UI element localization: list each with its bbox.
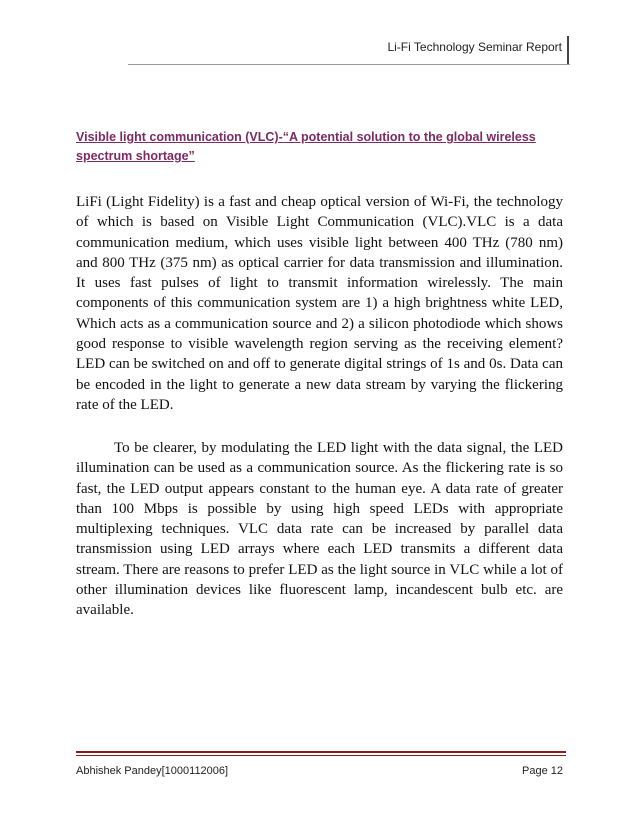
header-horizontal-rule <box>128 64 570 65</box>
footer-rule-thick <box>76 751 566 753</box>
header-title: Li-Fi Technology Seminar Report <box>387 40 562 54</box>
header-vertical-rule <box>567 36 569 64</box>
paragraph-2: To be clearer, by modulating the LED light with the data signal, the LED illumination can be used as a communication source. As the flickering rate is so fast, the LED output appears constant to the human eye. A data rate of greater than 100 Mbps is possible by using high speed LEDs with appropriate multiplexing techniques. VLC data rate can be increased by parallel data transmission using LED arrays where each LED transmits a different data stream. There are reasons to prefer LED as the light source in VLC while a lot of other illumination devices like fluorescent lamp, incandescent bulb etc. are available. <box>76 440 563 619</box>
footer-author: Abhishek Pandey[1000112006] <box>76 765 229 777</box>
section-heading: Visible light communication (VLC)-“A potential solution to the global wireless spectrum shortage” <box>76 130 536 163</box>
footer-rule-thin <box>76 755 566 756</box>
paragraph-1: LiFi (Light Fidelity) is a fast and cheap optical version of Wi-Fi, the technology of which is based on Visible Light Communication (VLC).VLC is a data communication medium, which uses visible light between 400 THz (780 nm) and 800 THz (375 nm) as optical carrier for data transmission and illumination. It uses fast pulses of light to transmit information wirelessly. The main components of this communication system are 1) a high brightness white LED, Which acts as a communication source and 2) a silicon photodiode which shows good response to visible wavelength region serving as the receiving element? LED can be switched on and off to generate digital strings of 1s and 0s. Data can be encoded in the light to generate a new data stream by varying the flickering rate of the LED. <box>76 194 563 413</box>
footer-page-number: Page 12 <box>522 765 563 777</box>
